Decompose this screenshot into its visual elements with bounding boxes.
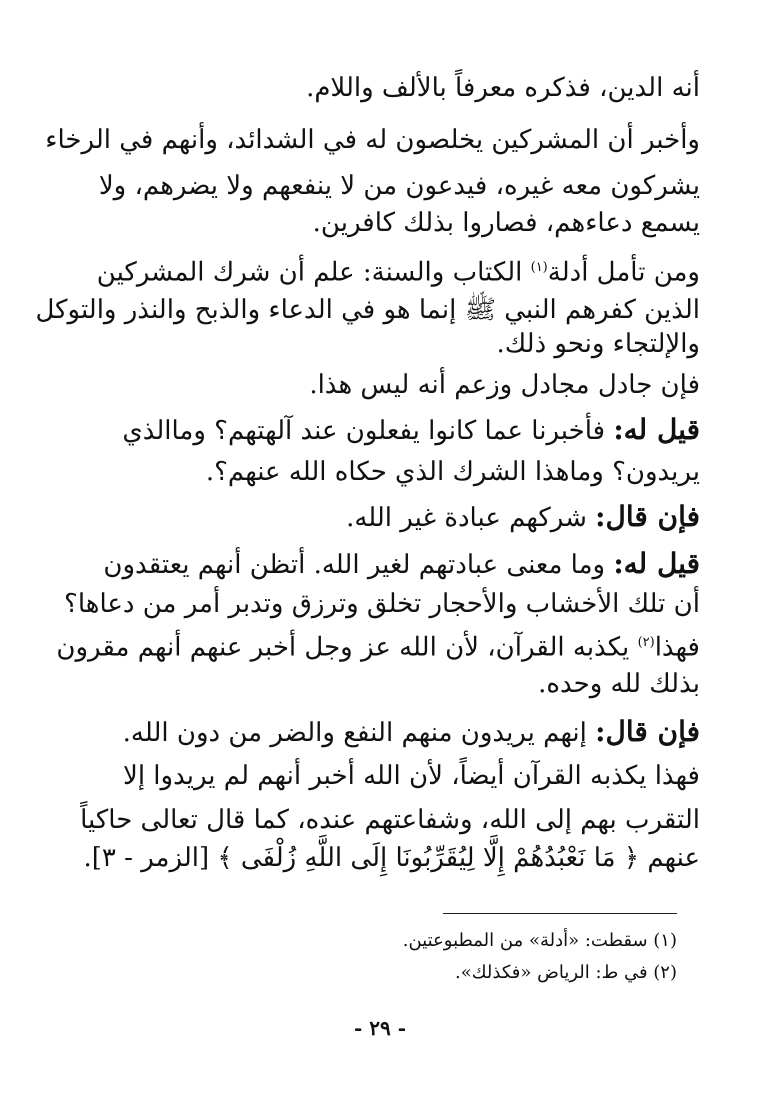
lead-phrase: قيل له: (613, 547, 700, 580)
text: الكتاب والسنة: علم أن شرك المشركين (96, 257, 523, 288)
body-line-4 (100, 203, 700, 243)
body-line-14 (56, 623, 700, 663)
text: إنهم يريدون منهم النفع والضر من دون الله. (122, 718, 587, 748)
body-line-19 (83, 838, 700, 878)
body-line-3 (100, 166, 700, 206)
text: عنهم (647, 843, 700, 873)
lead-phrase: فإن قال: (595, 715, 700, 748)
body-line-17 (100, 756, 700, 796)
text: يشركون معه غيره، فيدعون من لا ينفعهم ولا يضرهم، ولا (98, 171, 700, 201)
footnote-1 (300, 928, 677, 954)
footnote-text: (٢) في ط: الرياض «فكذلك». (455, 962, 677, 983)
body-line-18 (80, 800, 700, 840)
footnote-2 (300, 960, 677, 986)
body-line-5 (96, 248, 700, 288)
text: يكذبه القرآن، لأن الله عز وجل أخبر عنهم أنهم مقرون (56, 632, 630, 663)
body-line-15 (100, 664, 700, 704)
text: ومن تأمل أدلة (547, 257, 700, 288)
text: التقرب بهم إلى الله، وشفاعتهم عنده، كما قال تعالى حاكياً (80, 805, 700, 835)
body-line-1 (100, 68, 700, 108)
body-line-9 (100, 410, 700, 450)
body-line-16 (100, 712, 700, 752)
footnote-marker: (١) (530, 260, 548, 275)
footnote-separator (443, 913, 677, 914)
body-line-13 (64, 584, 700, 624)
footnote-text: (١) سقطت: «أدلة» من المطبوعتين. (402, 930, 677, 951)
quran-verse: ﴿ مَا نَعْبُدُهُمْ إِلَّا لِيُقَرِّبُونَا إِلَى اللَّهِ زُلْفَى ﴾ (217, 843, 640, 873)
text: فأخبرنا عما كانوا يفعلون عند آلهتهم؟ وماالذي (122, 416, 606, 446)
body-line-11 (100, 497, 700, 537)
text: والإلتجاء ونحو ذلك. (496, 329, 700, 359)
text: بذلك لله وحده. (538, 669, 700, 699)
verse-reference: [الزمر - ٣]. (83, 843, 210, 873)
body-line-12 (100, 544, 700, 584)
text: يريدون؟ وماهذا الشرك الذي حكاه الله عنهم؟. (205, 457, 700, 487)
text: فإن جادل مجادل وزعم أنه ليس هذا. (309, 370, 700, 400)
lead-phrase: قيل له: (613, 413, 700, 446)
page-number: - ٢٩ - (353, 1016, 406, 1040)
text: أن تلك الأخشاب والأحجار تخلق وترزق وتدبر أمر من دعاها؟ (64, 589, 700, 619)
body-line-10 (100, 452, 700, 492)
footnote-marker: (٢) (637, 635, 655, 650)
body-line-8 (100, 365, 700, 405)
text: فهذا يكذبه القرآن أيضاً، لأن الله أخبر أنهم لم يريدوا إلا (122, 761, 700, 791)
text: أنه الدين، فذكره معرفاً بالألف واللام. (306, 73, 700, 103)
text: وما معنى عبادتهم لغير الله. أتظن أنهم يعتقدون (103, 550, 606, 580)
text: فهذا (654, 632, 700, 663)
text: شركهم عبادة غير الله. (346, 503, 587, 533)
text: وأخبر أن المشركين يخلصون له في الشدائد، وأنهم في الرخاء (45, 125, 700, 155)
text: الذين كفرهم النبي ﷺ إنما هو في الدعاء والذبح والنذر والتوكل (35, 295, 700, 325)
body-line-7 (100, 324, 700, 364)
body-line-2 (45, 120, 700, 160)
text: يسمع دعاءهم، فصاروا بذلك كافرين. (312, 208, 700, 238)
lead-phrase: فإن قال: (595, 500, 700, 533)
